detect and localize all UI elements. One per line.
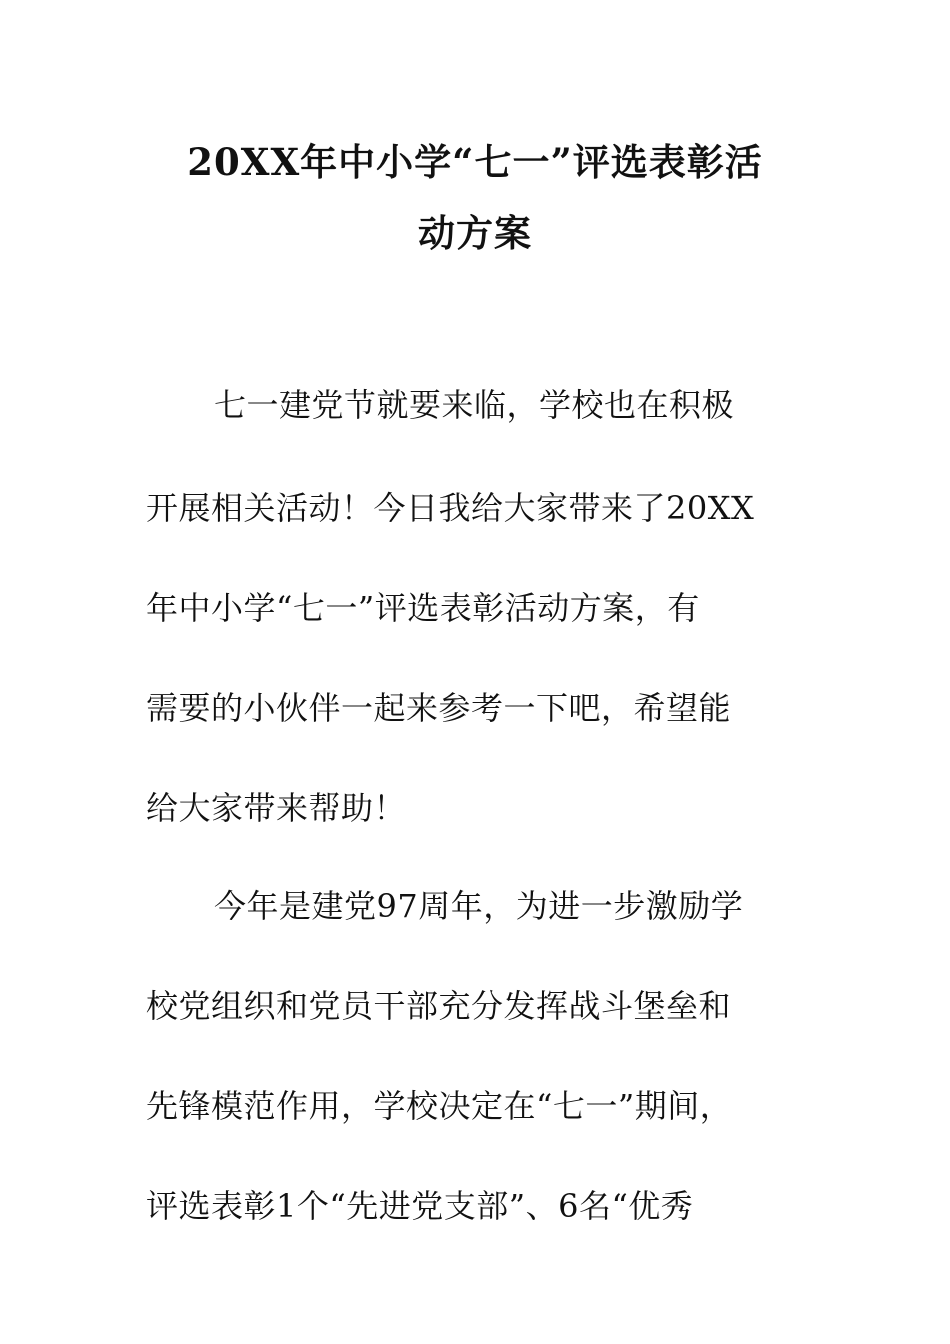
body-line-7: 校党组织和党员干部充分发挥战斗堡垒和 (146, 987, 732, 1025)
title-line-2: 动方案 (418, 211, 532, 255)
body-line-8: 先锋模范作用，学校决定在“七一”期间， (146, 1087, 733, 1125)
body-line-2: 开展相关活动！今日我给大家带来了20XX (146, 489, 755, 527)
body-line-1: 七一建党节就要来临，学校也在积极 (214, 386, 735, 424)
body-line-6: 今年是建党97周年，为进一步激励学 (214, 887, 744, 925)
body-line-9: 评选表彰1个“先进党支部”、6名“优秀 (146, 1187, 694, 1225)
title-line-1: 20XX年中小学“七一”评选表彰活 (187, 140, 763, 184)
body-line-3: 年中小学“七一”评选表彰活动方案，有 (146, 589, 700, 627)
body-line-4: 需要的小伙伴一起来参考一下吧，希望能 (146, 689, 732, 727)
body-line-5: 给大家带来帮助！ (146, 789, 407, 827)
